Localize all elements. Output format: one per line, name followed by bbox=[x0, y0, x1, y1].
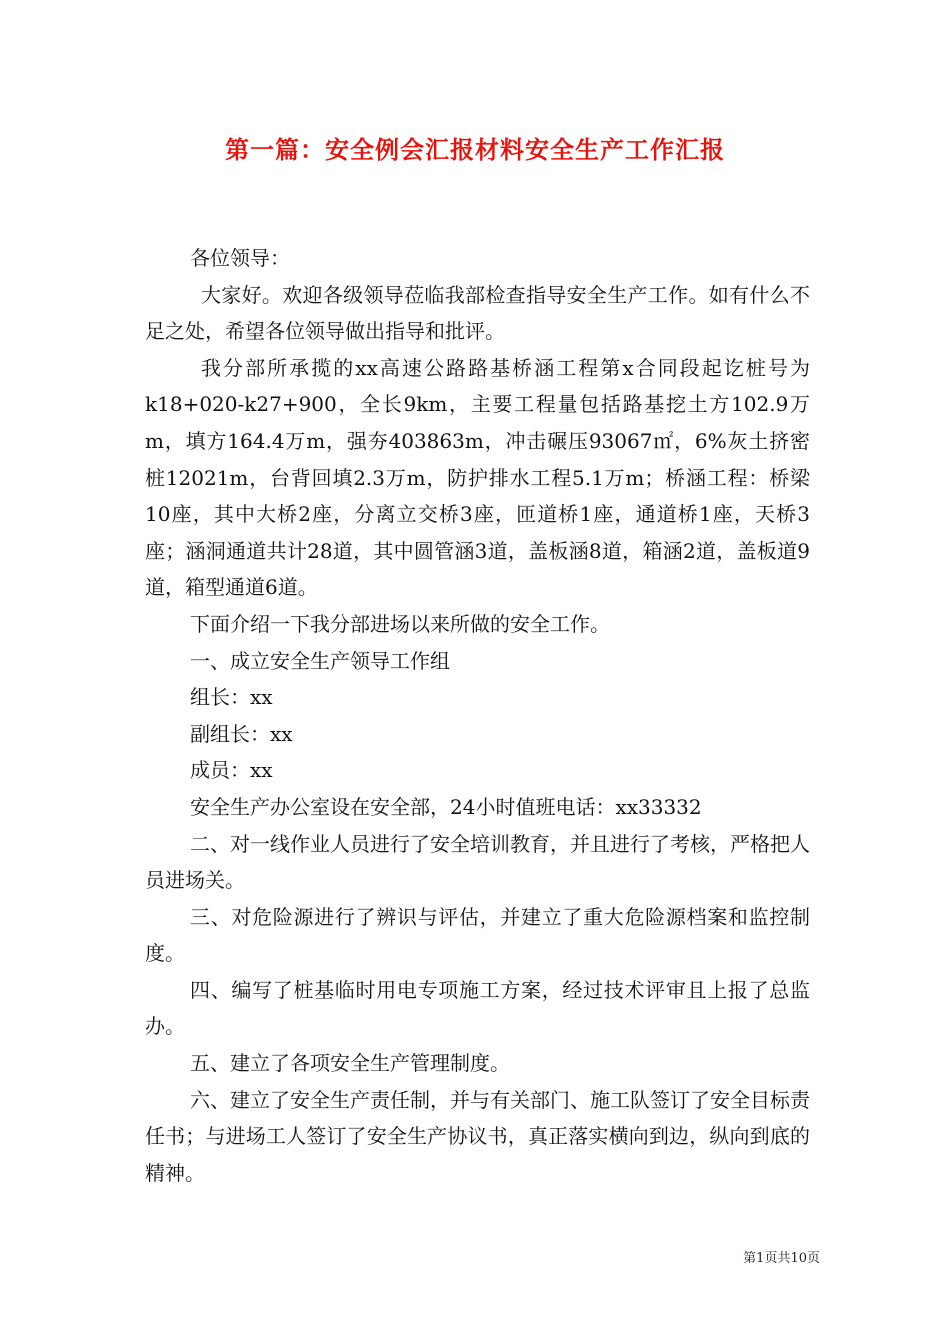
paragraph-intro: 下面介绍一下我分部进场以来所做的安全工作。 bbox=[190, 611, 610, 636]
section-3: 三、对危险源进行了辨识与评估，并建立了重大危险源档案和监控制度。 bbox=[145, 904, 810, 966]
paragraph-greeting: 大家好。欢迎各级领导莅临我部检查指导安全生产工作。如有什么不足之处，希望各位领导做出指导和批评。 bbox=[145, 282, 810, 344]
section-5: 五、建立了各项安全生产管理制度。 bbox=[190, 1051, 510, 1076]
team-deputy-leader: 副组长：xx bbox=[190, 721, 293, 746]
salutation: 各位领导： bbox=[190, 246, 290, 270]
section-heading-1: 一、成立安全生产领导工作组 bbox=[190, 648, 450, 673]
document-body bbox=[145, 240, 810, 1191]
section-4: 四、编写了桩基临时用电专项施工方案，经过技术评审且上报了总监办。 bbox=[145, 977, 810, 1039]
team-leader: 组长：xx bbox=[190, 685, 273, 710]
paragraph-project-overview: 我分部所承揽的xx高速公路路基桥涵工程第x合同段起讫桩号为k18+020-k27+900，全长9km，主要工程量包括路基挖土方102.9万m，填方164.4万m，强夯403863m，冲击碾压93067㎡，6%灰土挤密桩12021m，台背回填2.3万m，防护排水工程5.1万m；桥涵工程：桥梁10座，其中大桥2座，分离立交桥3座，匝道桥1座，通道桥1座，天桥3座；涵洞通道共计28道，其中圆管涵3道，盖板涵8道，箱涵2道，盖板道9道，箱型通道6道。 bbox=[145, 355, 810, 600]
section-2: 二、对一线作业人员进行了安全培训教育，并且进行了考核，严格把人员进场关。 bbox=[145, 831, 810, 893]
page-title: 第一篇：安全例会汇报材料安全生产工作汇报 bbox=[225, 135, 725, 164]
office-phone: 安全生产办公室设在安全部，24小时值班电话：xx33332 bbox=[190, 794, 702, 819]
page-number-footer: 第1页共10页 bbox=[743, 1251, 820, 1266]
team-members: 成员：xx bbox=[190, 758, 273, 783]
section-6: 六、建立了安全生产责任制，并与有关部门、施工队签订了安全目标责任书；与进场工人签订了安全生产协议书，真正落实横向到边，纵向到底的精神。 bbox=[145, 1087, 810, 1185]
